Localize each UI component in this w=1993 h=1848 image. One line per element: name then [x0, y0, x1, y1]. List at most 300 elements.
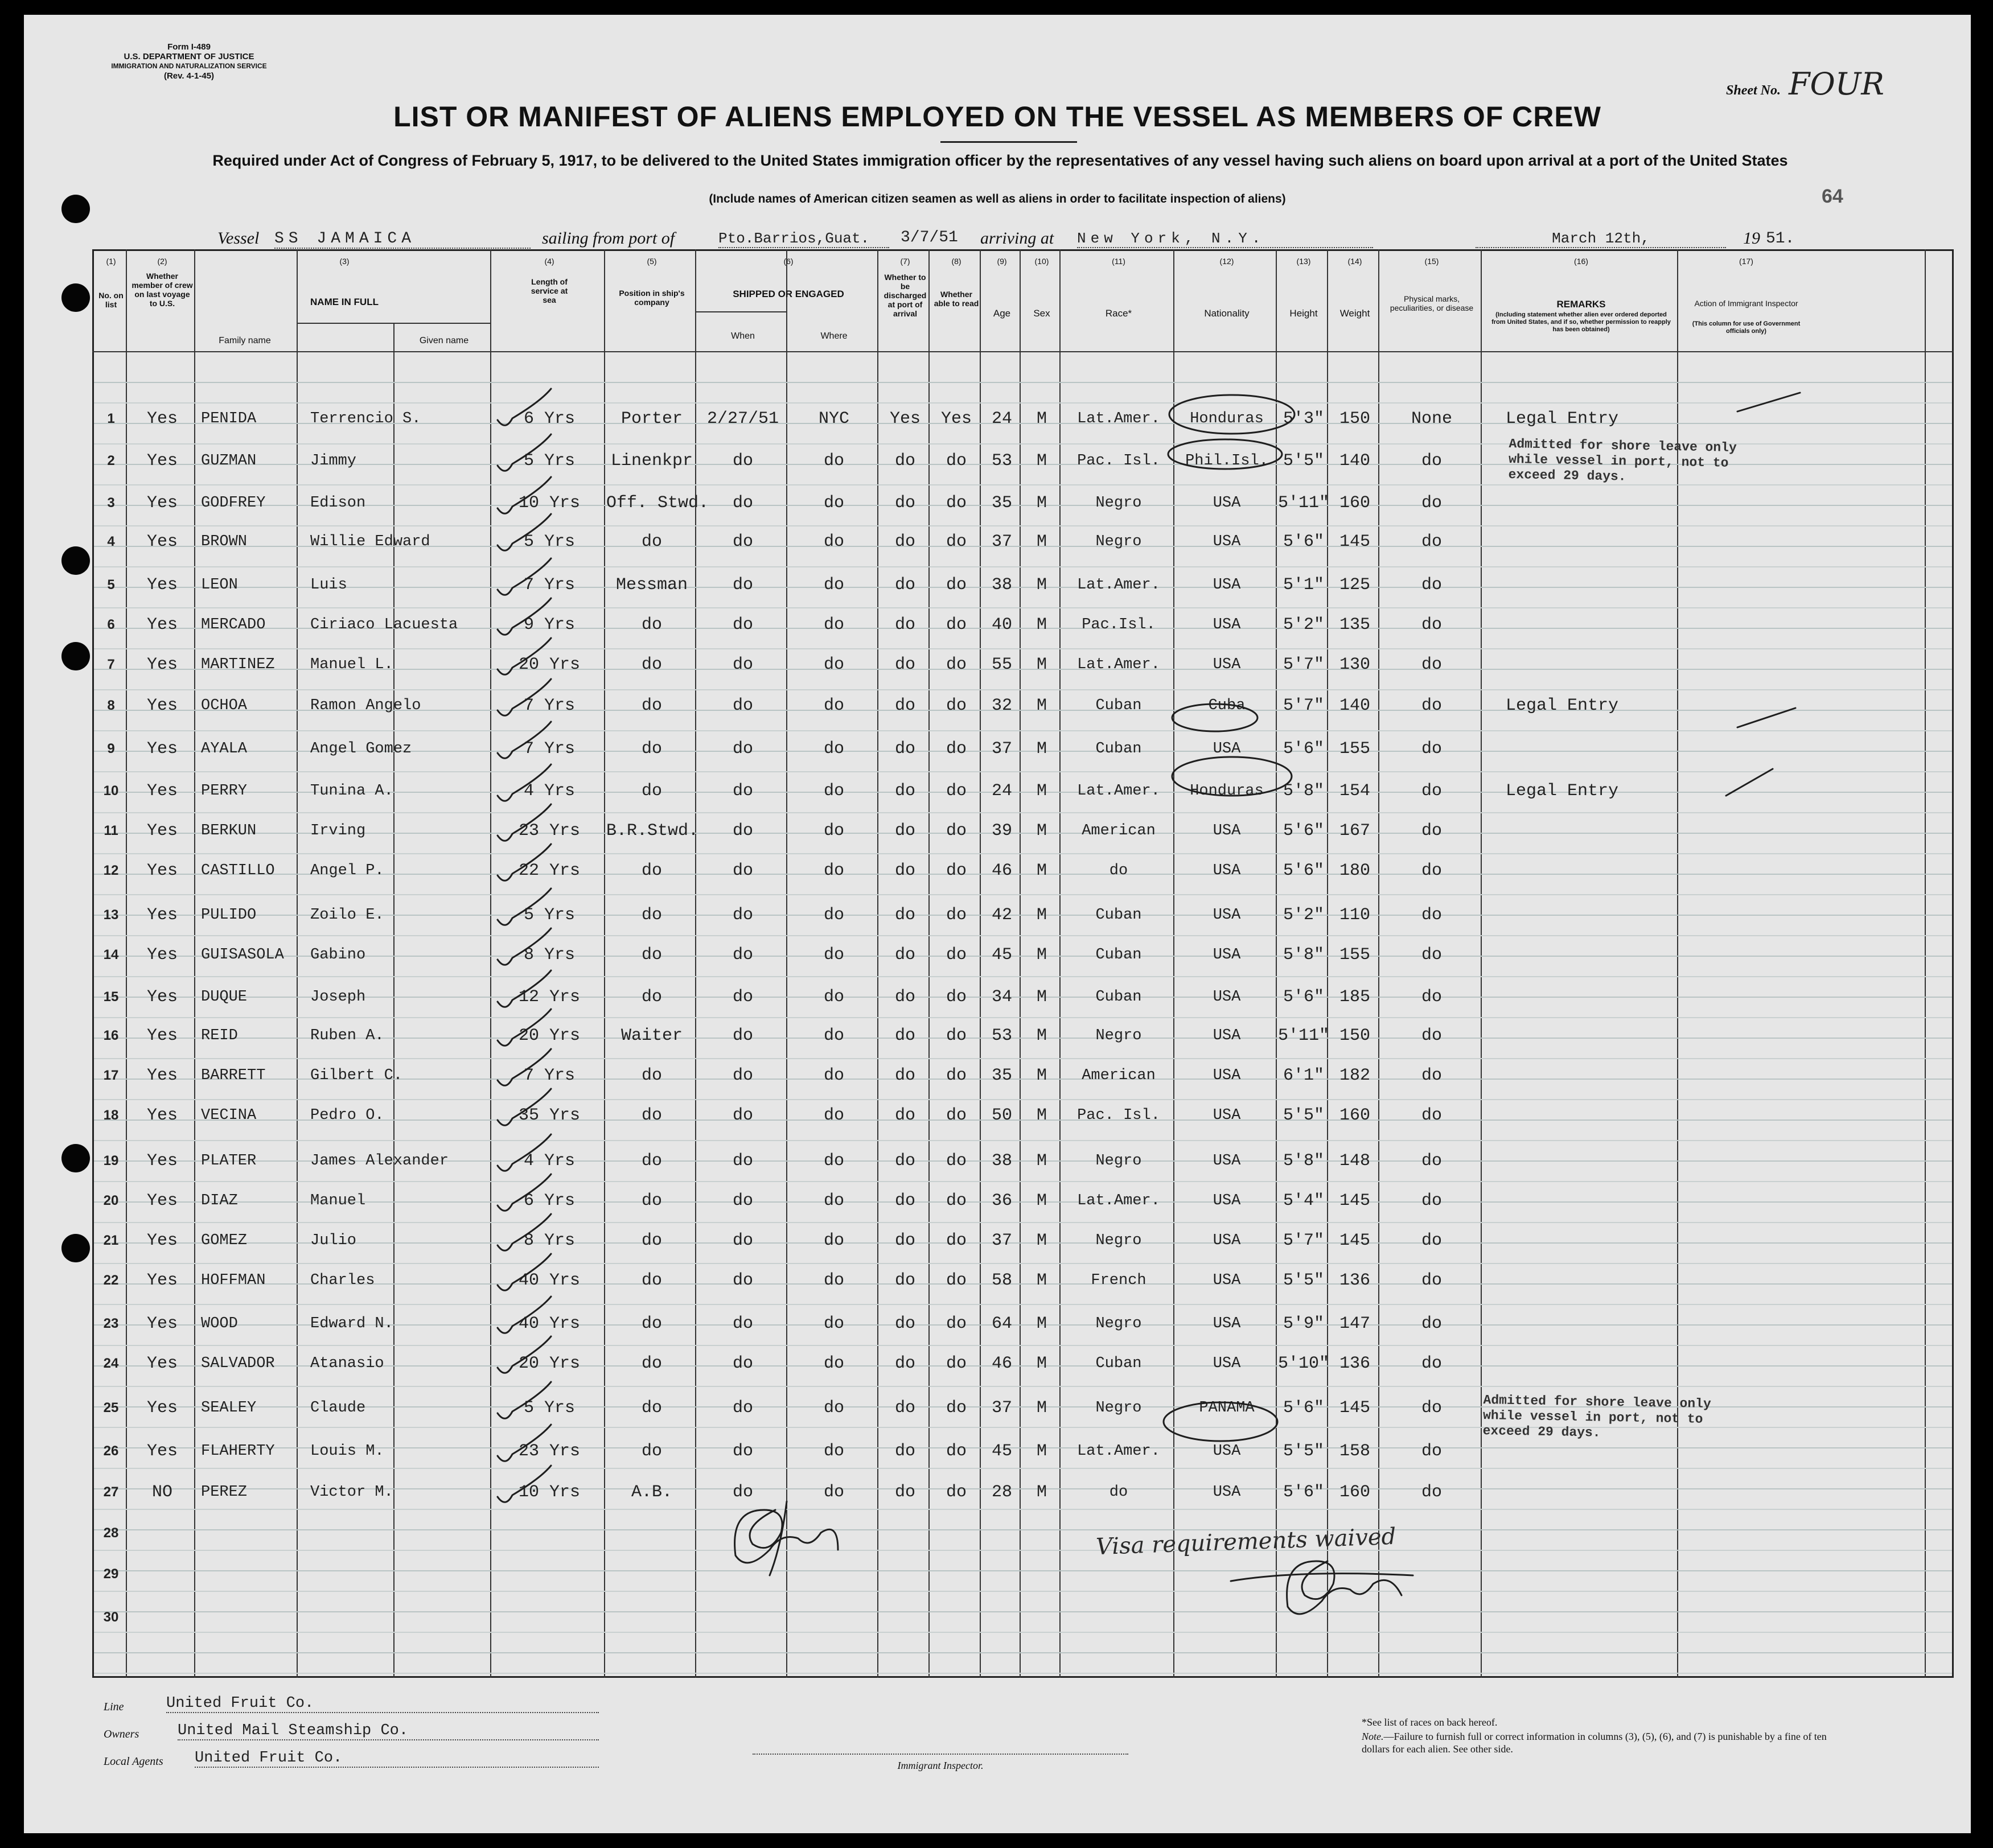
- cell-height: 5'10": [1278, 1354, 1330, 1373]
- cell-age: 24: [991, 409, 1012, 429]
- cell-sex: M: [1036, 575, 1047, 595]
- cell-given: Irving: [310, 822, 366, 839]
- col14-header: Weight: [1339, 308, 1370, 319]
- cell-given: Tunina A.: [310, 783, 393, 800]
- cell-height: 5'7": [1283, 696, 1324, 715]
- cell-no: 4: [107, 534, 115, 549]
- cell-no: 14: [103, 947, 119, 962]
- cell-marks: do: [1421, 945, 1442, 965]
- cell-family: REID: [201, 1027, 238, 1044]
- cell-age: 45: [991, 945, 1012, 965]
- cell-weight: 167: [1339, 821, 1370, 841]
- sheet-number-value: FOUR: [1789, 66, 1884, 102]
- cell-discharged: do: [894, 615, 915, 635]
- cell-sex: M: [1036, 1191, 1047, 1211]
- cell-read: do: [946, 987, 967, 1007]
- cell-age: 64: [991, 1314, 1012, 1333]
- col9-header: Age: [993, 308, 1011, 319]
- footer-agents-row: [104, 1750, 616, 1778]
- cell-nationality: Honduras: [1190, 783, 1264, 800]
- cell-crew: Yes: [146, 493, 178, 513]
- cell-nationality: USA: [1213, 907, 1241, 924]
- cell-crew: Yes: [146, 906, 178, 925]
- col5-number: (5): [647, 257, 657, 266]
- cell-crew: Yes: [146, 1066, 178, 1085]
- family-name-header: Family name: [219, 336, 271, 345]
- ruled-line: [94, 1345, 1952, 1346]
- cell-read: do: [946, 451, 967, 471]
- cell-age: 28: [991, 1483, 1012, 1502]
- cell-family: PEREZ: [201, 1484, 248, 1501]
- cell-remarks: Legal Entry: [1506, 409, 1619, 429]
- cell-service: 5 Yrs: [523, 451, 575, 471]
- cell-nationality: USA: [1213, 577, 1241, 594]
- note-label: Note.: [1362, 1731, 1384, 1742]
- cell-read: do: [946, 1026, 967, 1046]
- cell-discharged: do: [894, 1026, 915, 1046]
- cell-crew: Yes: [146, 1271, 178, 1290]
- cell-where: do: [823, 821, 844, 841]
- cell-no: 28: [103, 1525, 119, 1541]
- cell-discharged: do: [894, 1442, 915, 1461]
- cell-where: do: [823, 1231, 844, 1250]
- cell-sex: M: [1036, 1398, 1047, 1418]
- ruled-line: [94, 1509, 1952, 1510]
- cell-read: do: [946, 532, 967, 551]
- cell-family: BROWN: [201, 533, 248, 550]
- col15-number: (15): [1424, 257, 1439, 266]
- cell-where: do: [823, 1151, 844, 1171]
- cell-marks: do: [1421, 696, 1442, 715]
- cell-age: 34: [991, 987, 1012, 1007]
- cell-crew: NO: [151, 1483, 172, 1502]
- cell-when: do: [732, 1231, 753, 1250]
- cell-marks: do: [1421, 987, 1442, 1007]
- cell-position: do: [641, 655, 662, 674]
- year-prefix: 19: [1743, 229, 1760, 248]
- cell-service: 7 Yrs: [523, 1066, 575, 1085]
- cell-where: do: [823, 1398, 844, 1418]
- cell-no: 13: [103, 907, 119, 923]
- cell-nationality: Phil.Isl.: [1185, 452, 1268, 470]
- ruled-line: [94, 894, 1952, 895]
- col2-header: Whether member of crew on last voyage to U.S.: [132, 271, 193, 308]
- cell-nationality: USA: [1213, 1192, 1241, 1209]
- footer-owners-row: [104, 1722, 616, 1751]
- col8-number: (8): [951, 257, 961, 266]
- cell-weight: 145: [1339, 1231, 1370, 1250]
- cell-discharged: Yes: [889, 409, 921, 429]
- where-header: Where: [820, 331, 848, 341]
- cell-when: do: [732, 532, 753, 551]
- cell-nationality: USA: [1213, 1484, 1241, 1501]
- col12-header: Nationality: [1204, 308, 1250, 319]
- cell-weight: 160: [1339, 1106, 1370, 1125]
- col16-note: (Including statement whether alien ever ordered deported from United States, and if so, whether permission to reapply has been obtained): [1491, 311, 1671, 333]
- cell-when: do: [732, 1483, 753, 1502]
- cell-discharged: do: [894, 1231, 915, 1250]
- col1-header: No. on list: [98, 291, 124, 309]
- sailing-label: sailing from port of: [542, 229, 675, 248]
- cell-read: do: [946, 945, 967, 965]
- cell-given: Zoilo E.: [310, 907, 384, 924]
- cell-read: do: [946, 655, 967, 674]
- cell-weight: 155: [1339, 945, 1370, 965]
- cell-height: 5'7": [1283, 1231, 1324, 1250]
- cell-weight: 150: [1339, 409, 1370, 429]
- cell-weight: 145: [1339, 532, 1370, 551]
- cell-when: do: [732, 1191, 753, 1211]
- cell-given: Julio: [310, 1232, 357, 1249]
- col17-note: (This column for use of Government officials only): [1692, 320, 1801, 335]
- cell-given: Jimmy: [310, 452, 357, 470]
- cell-service: 4 Yrs: [523, 781, 575, 801]
- cell-nationality: USA: [1213, 1107, 1241, 1124]
- cell-position: do: [641, 1314, 662, 1333]
- cell-given: Gilbert C.: [310, 1067, 403, 1084]
- cell-service: 23 Yrs: [518, 821, 581, 841]
- cell-discharged: do: [894, 739, 915, 759]
- cell-family: WOOD: [201, 1315, 238, 1332]
- cell-read: do: [946, 696, 967, 715]
- cell-marks: do: [1421, 1066, 1442, 1085]
- cell-family: PULIDO: [201, 907, 257, 924]
- cell-discharged: do: [894, 861, 915, 880]
- ruled-line: [94, 1591, 1952, 1592]
- ruled-line: [94, 1570, 1952, 1571]
- cell-race: Lat.Amer.: [1077, 410, 1160, 427]
- col16-header: REMARKS: [1556, 299, 1606, 310]
- cell-age: 38: [991, 575, 1012, 595]
- cell-age: 53: [991, 451, 1012, 471]
- cell-race: Pac. Isl.: [1077, 1107, 1160, 1124]
- cell-service: 20 Yrs: [518, 655, 581, 674]
- cell-position: Waiter: [620, 1026, 683, 1046]
- cell-height: 5'1": [1283, 575, 1324, 595]
- col17-number: (17): [1739, 257, 1753, 266]
- cell-discharged: do: [894, 493, 915, 513]
- cell-marks: None: [1411, 409, 1452, 429]
- ruled-line: [94, 1058, 1952, 1059]
- cell-height: 6'1": [1283, 1066, 1324, 1085]
- cell-position: do: [641, 1231, 662, 1250]
- cell-read: do: [946, 1314, 967, 1333]
- cell-discharged: do: [894, 821, 915, 841]
- cell-read: do: [946, 493, 967, 513]
- cell-family: PENIDA: [201, 410, 257, 427]
- col17-header: Action of Immigrant Inspector: [1694, 299, 1798, 308]
- cell-when: do: [732, 1066, 753, 1085]
- cell-marks: do: [1421, 1151, 1442, 1171]
- cell-position: do: [641, 1442, 662, 1461]
- cell-weight: 130: [1339, 655, 1370, 674]
- cell-position: do: [641, 906, 662, 925]
- col7-number: (7): [900, 257, 910, 266]
- ruled-line: [94, 402, 1952, 404]
- cell-given: Joseph: [310, 989, 366, 1006]
- cell-service: 8 Yrs: [523, 945, 575, 965]
- cell-where: do: [823, 1106, 844, 1125]
- cell-family: SALVADOR: [201, 1355, 275, 1372]
- cell-no: 12: [103, 863, 119, 878]
- cell-crew: Yes: [146, 696, 178, 715]
- cell-family: FLAHERTY: [201, 1443, 275, 1460]
- cell-race: Lat.Amer.: [1077, 1192, 1160, 1209]
- ruled-line: [94, 525, 1952, 526]
- cell-where: do: [823, 987, 844, 1007]
- cell-race: Negro: [1095, 1400, 1142, 1417]
- cell-no: 21: [103, 1233, 119, 1248]
- cell-weight: 160: [1339, 1483, 1370, 1502]
- cell-position: do: [641, 987, 662, 1007]
- cell-when: do: [732, 451, 753, 471]
- cell-crew: Yes: [146, 1026, 178, 1046]
- owners-value: United Mail Steamship Co.: [178, 1722, 599, 1740]
- cell-marks: do: [1421, 861, 1442, 880]
- cell-height: 5'2": [1283, 615, 1324, 635]
- col12-number: (12): [1219, 257, 1234, 266]
- cell-race: Negro: [1095, 495, 1142, 512]
- cell-discharged: do: [894, 1483, 915, 1502]
- cell-height: 5'5": [1283, 451, 1324, 471]
- cell-when: do: [732, 861, 753, 880]
- cell-family: MARTINEZ: [201, 656, 275, 673]
- cell-crew: Yes: [146, 1442, 178, 1461]
- cell-height: 5'5": [1283, 1271, 1324, 1290]
- cell-marks: do: [1421, 1026, 1442, 1046]
- cell-sex: M: [1036, 821, 1047, 841]
- cell-no: 8: [107, 698, 115, 713]
- cell-nationality: USA: [1213, 1272, 1241, 1289]
- cell-position: do: [641, 1151, 662, 1171]
- cell-position: do: [641, 945, 662, 965]
- cell-age: 58: [991, 1271, 1012, 1290]
- cell-height: 5'4": [1283, 1191, 1324, 1211]
- cell-family: PLATER: [201, 1153, 257, 1170]
- cell-crew: Yes: [146, 739, 178, 759]
- cell-age: 32: [991, 696, 1012, 715]
- cell-age: 53: [991, 1026, 1012, 1046]
- col9-number: (9): [997, 257, 1007, 266]
- line-value: United Fruit Co.: [166, 1695, 599, 1713]
- cell-service: 7 Yrs: [523, 696, 575, 715]
- form-number: Form I-489: [167, 42, 211, 52]
- binder-hole: [61, 1144, 90, 1172]
- cell-where: do: [823, 1271, 844, 1290]
- inspector-label: Immigrant Inspector.: [897, 1760, 984, 1771]
- cell-family: BERKUN: [201, 822, 257, 839]
- cell-service: 20 Yrs: [518, 1026, 581, 1046]
- cell-sex: M: [1036, 906, 1047, 925]
- cell-when: do: [732, 1271, 753, 1290]
- cell-service: 23 Yrs: [518, 1442, 581, 1461]
- cell-no: 16: [103, 1028, 119, 1043]
- cell-sex: M: [1036, 409, 1047, 429]
- cell-age: 35: [991, 1066, 1012, 1085]
- cell-nationality: USA: [1213, 616, 1241, 633]
- cell-discharged: do: [894, 532, 915, 551]
- cell-where: do: [823, 739, 844, 759]
- ruled-line: [94, 1222, 1952, 1223]
- cell-discharged: do: [894, 1066, 915, 1085]
- cell-service: 6 Yrs: [523, 409, 575, 429]
- cell-age: 37: [991, 739, 1012, 759]
- cell-marks: do: [1421, 1231, 1442, 1250]
- cell-no: 11: [104, 823, 118, 838]
- cell-where: do: [823, 861, 844, 880]
- vessel-label: Vessel: [217, 229, 260, 248]
- cell-read: do: [946, 739, 967, 759]
- cell-given: Manuel: [310, 1192, 366, 1209]
- col2-number: (2): [157, 257, 167, 266]
- visa-waiver-note: Visa requirements waived: [1095, 1523, 1396, 1561]
- cell-marks: do: [1421, 739, 1442, 759]
- cell-position: do: [641, 1398, 662, 1418]
- cell-service: 10 Yrs: [518, 493, 581, 513]
- ruled-line: [94, 1140, 1952, 1141]
- cell-nationality: USA: [1213, 656, 1241, 673]
- ruled-line: [94, 382, 1952, 383]
- cell-age: 37: [991, 1231, 1012, 1250]
- cell-race: Cuban: [1095, 740, 1142, 758]
- cell-height: 5'5": [1283, 1106, 1324, 1125]
- year-value: 51.: [1766, 230, 1795, 248]
- cell-crew: Yes: [146, 781, 178, 801]
- cell-height: 5'8": [1283, 1151, 1324, 1171]
- ruled-line: [94, 648, 1952, 649]
- cell-nationality: USA: [1213, 1355, 1241, 1372]
- cell-race: Pac. Isl.: [1077, 452, 1160, 470]
- ruled-line: [94, 976, 1952, 977]
- cell-family: PERRY: [201, 783, 248, 800]
- cell-nationality: USA: [1213, 1153, 1241, 1170]
- cell-weight: 140: [1339, 696, 1370, 715]
- arrival-port: New York, N.Y.: [1077, 230, 1373, 248]
- cell-age: 42: [991, 906, 1012, 925]
- cell-position: do: [641, 1066, 662, 1085]
- cell-weight: 155: [1339, 739, 1370, 759]
- cell-race: Lat.Amer.: [1077, 577, 1160, 594]
- cell-no: 2: [107, 453, 115, 468]
- cell-service: 7 Yrs: [523, 575, 575, 595]
- cell-service: 22 Yrs: [518, 861, 581, 880]
- cell-position: do: [641, 739, 662, 759]
- cell-read: do: [946, 1066, 967, 1085]
- races-note: *See list of races on back hereof.: [1362, 1717, 1498, 1728]
- ruled-line: [94, 1529, 1952, 1530]
- cell-race: Cuban: [1095, 907, 1142, 924]
- cell-no: 19: [103, 1153, 119, 1168]
- cell-race: American: [1082, 1067, 1156, 1084]
- cell-position: do: [641, 861, 662, 880]
- cell-marks: do: [1421, 1106, 1442, 1125]
- fine-note: [1362, 1730, 1851, 1755]
- cell-crew: Yes: [146, 451, 178, 471]
- cell-sex: M: [1036, 696, 1047, 715]
- cell-weight: 147: [1339, 1314, 1370, 1333]
- footer-line-row: [104, 1695, 616, 1723]
- cell-discharged: do: [894, 1151, 915, 1171]
- cell-sex: M: [1036, 1066, 1047, 1085]
- cell-discharged: do: [894, 1314, 915, 1333]
- col6-number: (6): [783, 257, 794, 266]
- cell-where: do: [823, 1314, 844, 1333]
- cell-nationality: USA: [1213, 822, 1241, 839]
- cell-position: do: [641, 1271, 662, 1290]
- cell-no: 10: [103, 783, 119, 799]
- cell-given: Ruben A.: [310, 1027, 384, 1044]
- cell-weight: 125: [1339, 575, 1370, 595]
- cell-when: do: [732, 655, 753, 674]
- ruled-line: [94, 607, 1952, 608]
- cell-height: 5'8": [1283, 781, 1324, 801]
- cell-height: 5'8": [1283, 945, 1324, 965]
- cell-marks: do: [1421, 1271, 1442, 1290]
- col15-header: Physical marks, peculiarities, or disease: [1390, 294, 1474, 312]
- cell-nationality: USA: [1213, 1232, 1241, 1249]
- cell-where: do: [823, 1026, 844, 1046]
- arrival-date: March 12th,: [1476, 230, 1726, 248]
- cell-service: 8 Yrs: [523, 1231, 575, 1250]
- cell-marks: do: [1421, 781, 1442, 801]
- cell-marks: do: [1421, 1442, 1442, 1461]
- ruled-line: [94, 935, 1952, 936]
- col13-header: Height: [1289, 308, 1318, 319]
- cell-discharged: do: [894, 696, 915, 715]
- cell-height: 5'11": [1278, 1026, 1330, 1046]
- cell-when: do: [732, 615, 753, 635]
- cell-height: 5'5": [1283, 1442, 1324, 1461]
- cell-when: 2/27/51: [706, 409, 779, 429]
- cell-where: do: [823, 781, 844, 801]
- cell-given: Manuel L.: [310, 656, 393, 673]
- cell-when: do: [732, 987, 753, 1007]
- crew-table: [92, 249, 1954, 1678]
- cell-family: HOFFMAN: [201, 1272, 266, 1289]
- cell-position: A.B.: [631, 1483, 672, 1502]
- cell-no: 26: [103, 1443, 119, 1459]
- cell-read: do: [946, 1106, 967, 1125]
- cell-height: 5'6": [1283, 1398, 1324, 1418]
- cell-weight: 180: [1339, 861, 1370, 880]
- sheet-number: [1726, 66, 1954, 100]
- ruled-line: [94, 1181, 1952, 1182]
- ruled-line: [94, 1673, 1952, 1674]
- cell-crew: Yes: [146, 409, 178, 429]
- cell-sex: M: [1036, 1231, 1047, 1250]
- cell-height: 5'9": [1283, 1314, 1324, 1333]
- cell-crew: Yes: [146, 1231, 178, 1250]
- shore-leave-stamp-1: Admitted for shore leave only while vessel in port, not to exceed 29 days.: [1508, 436, 1737, 484]
- binder-hole: [61, 283, 90, 312]
- cell-when: do: [732, 575, 753, 595]
- cell-height: 5'11": [1278, 493, 1330, 513]
- cell-crew: Yes: [146, 861, 178, 880]
- cell-sex: M: [1036, 1354, 1047, 1373]
- cell-weight: 135: [1339, 615, 1370, 635]
- cell-nationality: USA: [1213, 533, 1241, 550]
- cell-race: Lat.Amer.: [1077, 783, 1160, 800]
- cell-age: 38: [991, 1151, 1012, 1171]
- cell-where: do: [823, 945, 844, 965]
- col3-number: (3): [339, 257, 350, 266]
- cell-nationality: USA: [1213, 495, 1241, 512]
- cell-sex: M: [1036, 532, 1047, 551]
- cell-weight: 110: [1339, 906, 1370, 925]
- cell-family: DUQUE: [201, 989, 248, 1006]
- cell-sex: M: [1036, 1314, 1047, 1333]
- cell-crew: Yes: [146, 1151, 178, 1171]
